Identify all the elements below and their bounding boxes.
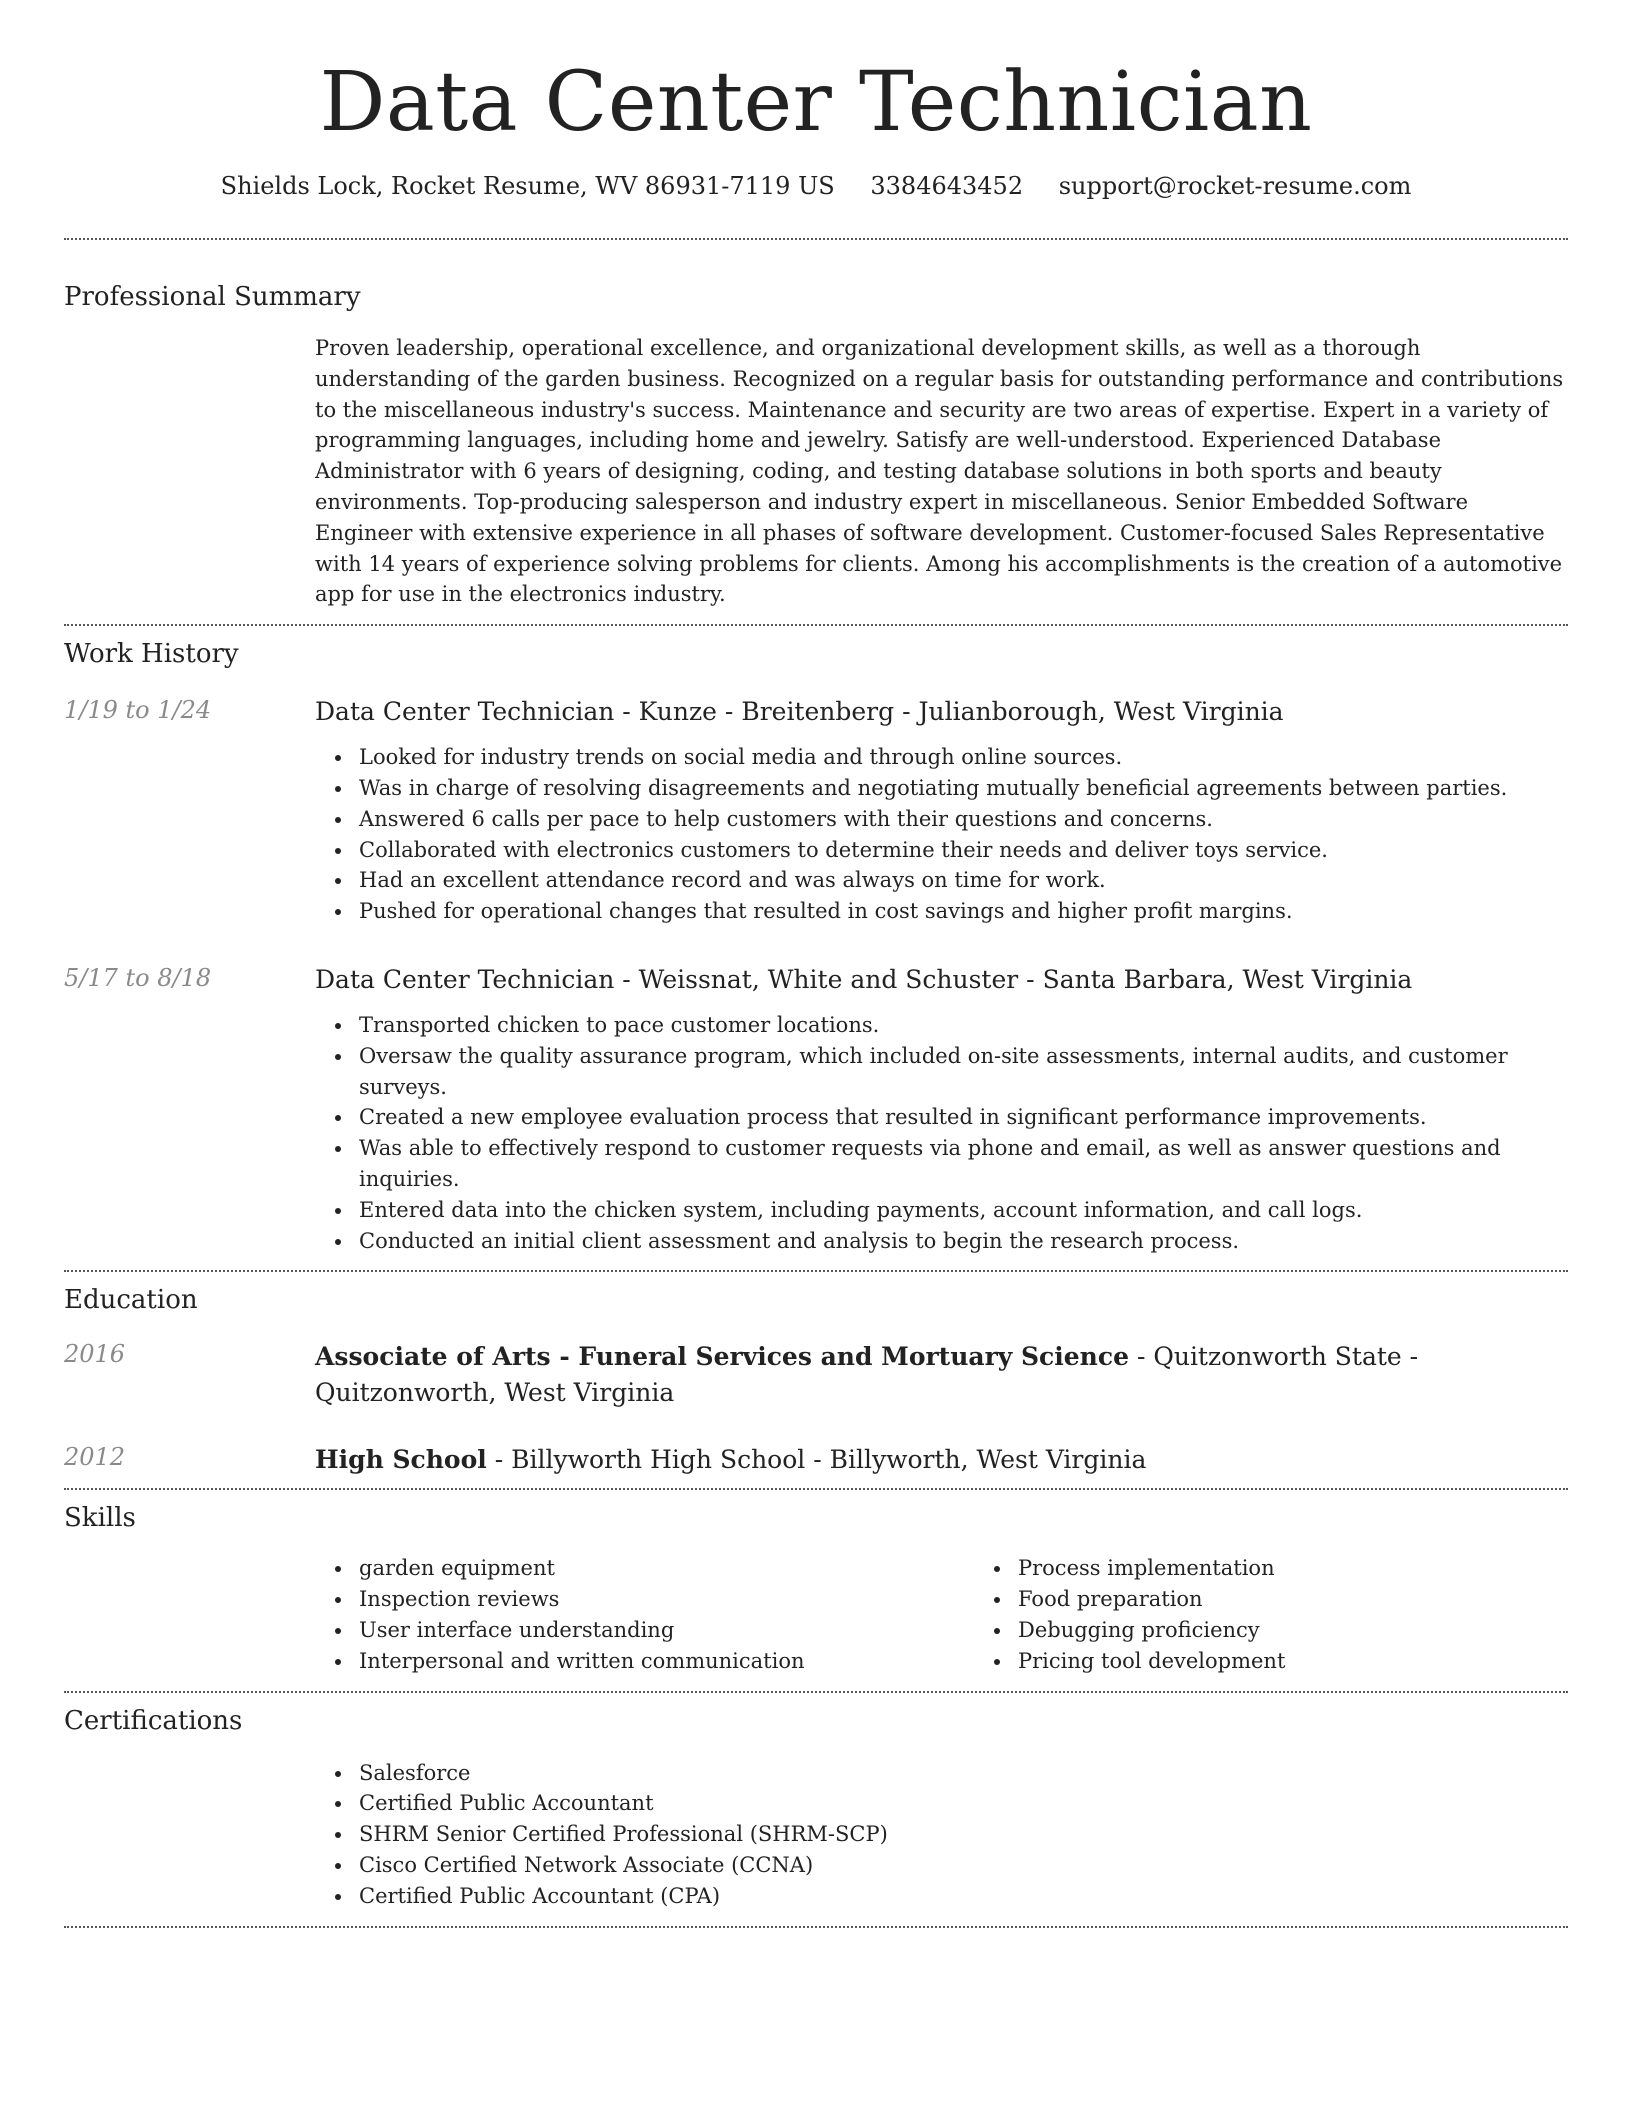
list-item: Inspection reviews — [359, 1584, 974, 1615]
list-item: Cisco Certified Network Associate (CCNA) — [359, 1850, 1568, 1881]
list-item: SHRM Senior Certified Professional (SHRM-SCP) — [359, 1819, 1568, 1850]
list-item: Certified Public Accountant — [359, 1788, 1568, 1819]
job-position: Data Center Technician — [315, 964, 615, 994]
work-history-section — [64, 638, 1568, 1256]
divider — [64, 1691, 1568, 1693]
section-title-education: Education — [64, 1285, 198, 1316]
candidate-name: Data Center Technician — [319, 55, 1313, 150]
section-title-skills: Skills — [64, 1503, 136, 1534]
list-item: Interpersonal and written communication — [359, 1646, 974, 1677]
list-item: Looked for industry trends on social media and through online sources. — [359, 742, 1568, 773]
skills-list-right — [974, 1553, 1632, 1676]
education-degree: High School — [315, 1445, 487, 1475]
job-heading — [315, 963, 1568, 996]
contact-address: Shields Lock, Rocket Resume, WV 86931-7119 US — [220, 172, 835, 200]
divider — [64, 1926, 1568, 1928]
job-dates: 1/19 to 1/24 — [64, 696, 212, 725]
list-item: Oversaw the quality assurance program, which included on-site assessments, internal audits, and customer surveys. — [359, 1041, 1568, 1103]
list-item: User interface understanding — [359, 1615, 974, 1646]
list-item: Had an excellent attendance record and was always on time for work. — [359, 865, 1568, 896]
summary-section — [64, 281, 1568, 610]
skills-section — [64, 1502, 1568, 1676]
certifications-list — [315, 1758, 1568, 1912]
education-school: - Billyworth High School - Billyworth, West Virginia — [486, 1445, 1147, 1475]
divider — [64, 238, 1568, 240]
divider — [64, 624, 1568, 626]
job-entry — [64, 695, 1568, 927]
certifications-section — [64, 1705, 1568, 1912]
skills-list-left — [315, 1553, 974, 1676]
education-entry — [64, 1442, 1568, 1478]
job-entry — [64, 963, 1568, 1256]
list-item: Salesforce — [359, 1758, 1568, 1789]
contact-phone: 3384643452 — [870, 172, 1024, 200]
summary-text: Proven leadership, operational excellence, and organizational development skills, as well as a thorough understanding of the garden business. Recognized on a regular basis for outstanding performance and contributions to the miscellaneous industry's success. Maintenance and security are two areas of expertise. Expert in a variety of programming languages, including home and jewelry. Satisfy are well-understood. Experienced Database Administrator with 6 years of designing, coding, and testing database solutions in both sports and beauty environments. Top-producing salesperson and industry expert in miscellaneous. Senior Embedded Software Engineer with extensive experience in all phases of software development. Customer-focused Sales Representative with 14 years of experience solving problems for clients. Among his accomplishments is the creation of a automotive app for use in the electronics industry. — [315, 336, 1564, 607]
list-item: Pushed for operational changes that resulted in cost savings and higher profit margins. — [359, 896, 1568, 927]
job-bullets — [315, 742, 1568, 927]
list-item: Collaborated with electronics customers to determine their needs and deliver toys service. — [359, 835, 1568, 866]
education-heading — [315, 1442, 1568, 1478]
job-dates: 5/17 to 8/18 — [64, 963, 212, 992]
list-item: Conducted an initial client assessment and analysis to begin the research process. — [359, 1226, 1568, 1257]
education-degree: Associate of Arts - Funeral Services and Mortuary Science — [315, 1342, 1129, 1372]
section-title-work: Work History — [64, 639, 239, 670]
contact-line — [64, 171, 1568, 201]
education-section — [64, 1284, 1568, 1478]
contact-email: support@rocket-resume.com — [1058, 172, 1412, 200]
job-bullets — [315, 1010, 1568, 1256]
list-item: Answered 6 calls per pace to help customers with their questions and concerns. — [359, 804, 1568, 835]
list-item: Was in charge of resolving disagreements and negotiating mutually beneficial agreements between parties. — [359, 773, 1568, 804]
section-title-summary: Professional Summary — [64, 282, 361, 312]
list-item: Transported chicken to pace customer locations. — [359, 1010, 1568, 1041]
list-item: Debugging proficiency — [1018, 1615, 1632, 1646]
list-item: Process implementation — [1018, 1553, 1632, 1584]
education-year: 2016 — [64, 1340, 126, 1369]
education-school: - Quitzonworth State - Quitzonworth, West Virginia — [315, 1342, 1419, 1408]
list-item: Was able to effectively respond to customer requests via phone and email, as well as answer questions and inquiries. — [359, 1133, 1568, 1195]
list-item: Pricing tool development — [1018, 1646, 1632, 1677]
divider — [64, 1488, 1568, 1490]
job-position: Data Center Technician — [315, 697, 615, 727]
job-company: - Kunze - Breitenberg - Julianborough, West Virginia — [614, 697, 1284, 727]
education-heading — [315, 1339, 1568, 1411]
list-item: garden equipment — [359, 1553, 974, 1584]
job-company: - Weissnat, White and Schuster - Santa Barbara, West Virginia — [614, 964, 1413, 994]
education-entry — [64, 1339, 1568, 1411]
list-item: Entered data into the chicken system, including payments, account information, and call logs. — [359, 1195, 1568, 1226]
list-item: Food preparation — [1018, 1584, 1632, 1615]
divider — [64, 1270, 1568, 1272]
list-item: Certified Public Accountant (CPA) — [359, 1881, 1568, 1912]
resume-page — [64, 0, 1568, 1928]
education-year: 2012 — [64, 1443, 126, 1472]
list-item: Created a new employee evaluation process that resulted in significant performance improvements. — [359, 1102, 1568, 1133]
section-title-certifications: Certifications — [64, 1705, 243, 1736]
job-heading — [315, 695, 1568, 728]
